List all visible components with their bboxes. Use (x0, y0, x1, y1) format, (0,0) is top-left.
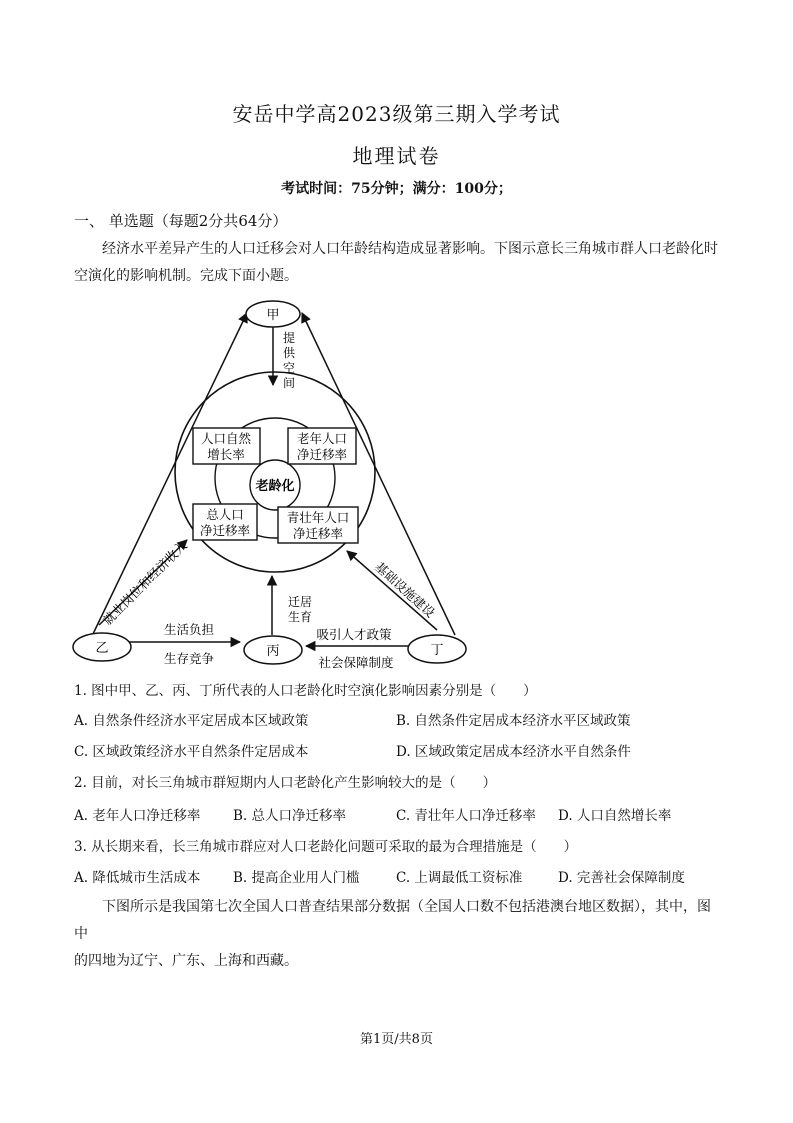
node-bing (244, 636, 302, 664)
svg-text:青壮年人口: 青壮年人口 (286, 510, 350, 525)
svg-text:老年人口: 老年人口 (296, 431, 348, 446)
q1-option-a: A. 自然条件经济水平定居成本区域政策 (74, 713, 309, 729)
svg-text:丙: 丙 (266, 644, 280, 659)
box-natural-growth (193, 428, 260, 464)
arrow-ding-to-circle (347, 551, 437, 630)
q2-option-c: C. 青壮年人口净迁移率 (396, 808, 536, 824)
question-1-stem: 1. 图中甲、乙、丙、丁所代表的人口老龄化时空演化影响因素分别是（ ） (74, 683, 537, 699)
label-jobs-income: 就业岗位和经济收入 (99, 537, 190, 628)
intro-paragraph (74, 236, 724, 290)
question-3-stem: 3. 从长期来看，长三角城市群应对人口老龄化问题可采取的最为合理措施是（ ） (74, 839, 578, 855)
label-infrastructure: 基础设施建设 (372, 558, 438, 621)
box-total-migration (193, 504, 257, 540)
section-heading: 一、 单选题（每题2分共64分） (74, 212, 288, 230)
node-jia (246, 301, 300, 327)
label-talent-policy: 吸引人才政策 (316, 627, 392, 642)
q3-option-a: A. 降低城市生活成本 (74, 870, 201, 886)
svg-text:增长率: 增长率 (207, 447, 245, 462)
center-label: 老龄化 (255, 479, 295, 494)
aging-mechanism-diagram (60, 298, 480, 673)
node-yi (73, 633, 131, 661)
svg-text:提: 提 (282, 331, 296, 345)
label-living-burden: 生活负担 (163, 622, 215, 637)
svg-text:间: 间 (282, 376, 296, 390)
intro-line-2: 空演化的影响机制。完成下面小题。 (74, 268, 298, 284)
q1-option-b: B. 自然条件定居成本经济水平区域政策 (396, 713, 631, 729)
svg-text:甲: 甲 (266, 308, 280, 323)
q1-option-d: D. 区域政策定居成本经济水平自然条件 (396, 744, 631, 760)
svg-text:丁: 丁 (430, 643, 444, 658)
svg-text:空: 空 (282, 361, 296, 375)
line-yi-to-jia (93, 313, 247, 634)
box-young-migration (278, 507, 358, 543)
q3-option-c: C. 上调最低工资标准 (396, 870, 523, 886)
exam-title: 安岳中学高2023级第三期入学考试 (232, 102, 561, 126)
svg-text:净迁移率: 净迁移率 (199, 523, 251, 538)
q2-option-b: B. 总人口净迁移率 (233, 808, 347, 824)
svg-text:乙: 乙 (95, 641, 109, 656)
intro2-line-2: 的四地为辽宁、广东、上海和西藏。 (74, 953, 298, 969)
label-social-security: 社会保障制度 (318, 655, 394, 670)
intro-line-1: 经济水平差异产生的人口迁移会对人口年龄结构造成显著影响。下图示意长三角城市群人口老龄化时 (102, 241, 718, 257)
intro2-line-1: 下图所示是我国第七次全国人口普查结果部分数据（全国人口数不包括港澳台地区数据），其中，图中 (74, 899, 711, 942)
q2-option-a: A. 老年人口净迁移率 (74, 808, 201, 824)
question-2-stem: 2. 目前，对长三角城市群短期内人口老龄化产生影响较大的是（ ） (74, 775, 497, 791)
page-footer: 第1页/共8页 (360, 1032, 433, 1047)
line-ding-to-jia (302, 313, 455, 635)
svg-text:生育: 生育 (288, 610, 313, 624)
q2-option-d: D. 人口自然增长率 (558, 808, 672, 824)
svg-text:净迁移率: 净迁移率 (292, 526, 344, 541)
q1-option-c: C. 区域政策经济水平自然条件定居成本 (74, 744, 309, 760)
svg-text:总人口: 总人口 (206, 507, 244, 522)
intro2-paragraph (74, 894, 724, 975)
exam-subject: 地理试卷 (352, 144, 441, 168)
svg-text:净迁移率: 净迁移率 (296, 447, 348, 462)
label-survival-competition: 生存竞争 (163, 651, 215, 666)
svg-text:迁居: 迁居 (288, 595, 313, 609)
exam-info: 考试时间：75分钟；满分：100分； (281, 181, 512, 197)
q3-option-d: D. 完善社会保障制度 (558, 870, 685, 886)
svg-text:供: 供 (282, 346, 296, 360)
node-ding (408, 635, 466, 663)
box-elderly-migration (288, 428, 356, 464)
q3-option-b: B. 提高企业用人门槛 (233, 870, 360, 886)
svg-text:人口自然: 人口自然 (200, 431, 252, 446)
